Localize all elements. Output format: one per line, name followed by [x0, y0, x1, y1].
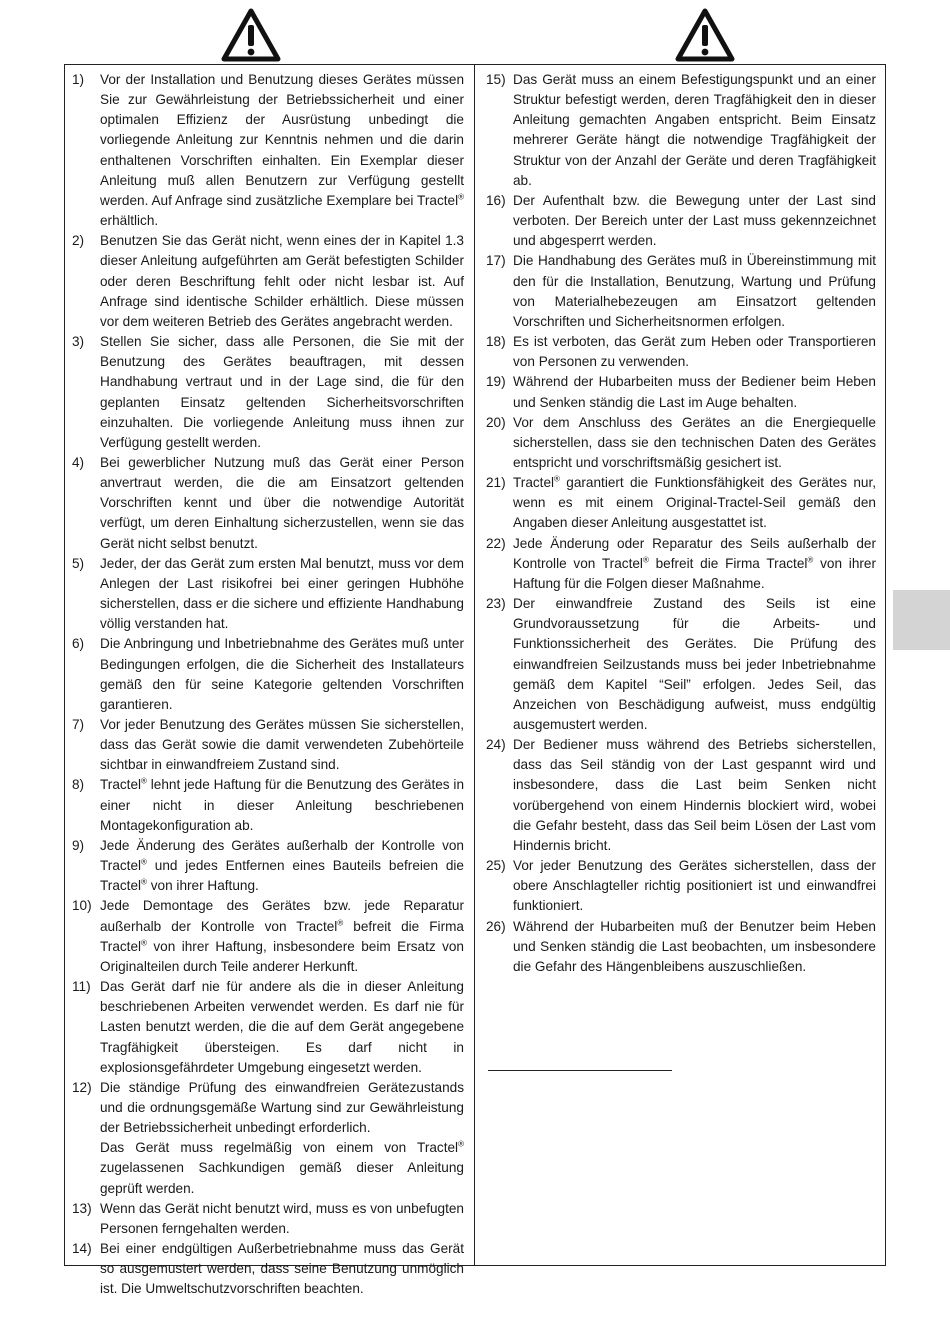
item-text [100, 554, 464, 635]
list-item [72, 977, 464, 1078]
list-item [72, 836, 464, 896]
item-paragraph: Der Aufenthalt bzw. die Bewegung unter der Last sind verboten. Der Bereich unter der Last muss gekennzeichnet und abgesperrt werden. [513, 192, 876, 249]
item-number: 14) [72, 1241, 92, 1257]
item-text [513, 191, 876, 251]
item-paragraph: Tractel® lehnt jede Haftung für die Benutzung des Gerätes in einer nicht in dieser Anleitung beschriebenen Montagekonfiguration ab. [100, 776, 464, 833]
item-number: 25) [486, 858, 506, 874]
item-paragraph: Bei gewerblicher Nutzung muß das Gerät einer Person anvertraut werden, die die am Einsatzort geltenden Vorschriften kennt und über die notwendige Autorität verfügt, um deren Einhaltung sicherzustellen, wenn sie das Gerät nicht selbst benutzt. [100, 454, 464, 551]
item-number: 26) [486, 918, 506, 934]
left-column [72, 70, 464, 1300]
item-paragraph: Das Gerät darf nie für andere als die in dieser Anleitung beschriebenen Arbeiten verwendet werden. Es darf nie für Lasten benutzt werden, die die auf dem Gerät angegebene Tragfähigkeit übersteigen. Es darf nicht in explosionsgefährdeter Umgebung eingesetzt werden. [100, 979, 464, 1075]
list-item [72, 896, 464, 977]
item-number: 4) [72, 454, 85, 470]
item-text [100, 634, 464, 715]
right-column [486, 70, 876, 977]
list-item [486, 594, 876, 735]
item-number: 22) [486, 535, 506, 551]
list-item [486, 251, 876, 332]
item-number: 11) [72, 979, 91, 995]
item-number: 18) [486, 334, 506, 350]
item-number: 12) [72, 1079, 92, 1095]
list-item [72, 332, 464, 453]
item-number: 5) [72, 555, 85, 571]
item-number: 13) [72, 1200, 92, 1216]
item-number: 6) [72, 636, 85, 652]
item-text [100, 896, 464, 977]
item-paragraph: Die Handhabung des Gerätes muß in Übereinstimmung mit den für die Installation, Benutzung, Wartung und Prüfung von Materialhebezeugen am Einsatzort geltenden Vorschriften und Sicherheitsnormen erfolgen. [513, 253, 876, 329]
item-paragraph: Wenn das Gerät nicht benutzt wird, muss es von unbefugten Personen ferngehalten werden. [100, 1200, 464, 1236]
list-item [72, 1078, 464, 1199]
item-paragraph: Vor der Installation und Benutzung dieses Gerätes müssen Sie zur Gewährleistung der Betriebssicherheit und einer optimalen Effizienz der Ausrüstung unbedingt die vorliegende Anleitung zur Kenntnis nehmen und die darin enthaltenen Vorschriften einhalten. Ein Exemplar dieser Anleitung muß allen Benutzern zur Verfügung gestellt werden. Auf Anfrage sind zusätzliche Exemplare bei Tractel® erhältlich. [100, 72, 464, 229]
item-paragraph: Benutzen Sie das Gerät nicht, wenn eines der in Kapitel 1.3 dieser Anleitung aufgeführten am Gerät befestigten Schilder oder deren Beschriftung fehlt oder nicht lesbar ist. Auf Anfrage sind identische Schilder erhältlich. Diese müssen vor dem weiteren Betrieb des Gerätes angebracht werden. [100, 233, 464, 329]
item-number: 17) [486, 253, 506, 269]
list-item [486, 372, 876, 412]
item-paragraph: Während der Hubarbeiten muss der Bediener beim Heben und Senken ständig die Last im Auge behalten. [513, 374, 876, 410]
list-item [72, 70, 464, 231]
item-paragraph: Der Bediener muss während des Betriebs sicherstellen, dass das Seil ständig von der Last gespannt wird und insbesondere, dass die Last beim Senken nicht vorübergehend von einem Hindernis blockiert wird, wobei die Gefahr besteht, dass das Seil beim Lösen der Last vom Hindernis bricht. [513, 737, 876, 853]
item-number: 24) [486, 737, 506, 753]
item-text [100, 332, 464, 453]
list-item [72, 634, 464, 715]
item-text [513, 856, 876, 916]
list-item [72, 1199, 464, 1239]
list-item [72, 775, 464, 835]
item-number: 19) [486, 374, 506, 390]
list-item [72, 554, 464, 635]
item-text [100, 70, 464, 231]
item-number: 15) [486, 72, 506, 87]
item-text [513, 372, 876, 412]
list-item [486, 70, 876, 191]
column-divider [474, 64, 475, 1266]
list-item [72, 453, 464, 554]
item-text [513, 534, 876, 594]
item-text [100, 231, 464, 332]
section-tab-marker [893, 590, 950, 650]
item-number: 1) [72, 72, 85, 87]
item-paragraph: Bei einer endgültigen Außerbetriebnahme muss das Gerät so ausgemustert werden, dass seine Benutzung unmöglich ist. Die Umweltschutzvorschriften beachten. [100, 1241, 464, 1297]
item-paragraph: Stellen Sie sicher, dass alle Personen, die Sie mit der Benutzung des Gerätes beauftragen, mit dessen Handhabung vertraut und in der Lage sind, die für den geplanten Einsatz geltenden Sicherheitsvorschriften einzuhalten. Die vorliegende Anleitung muss ihnen zur Verfügung gestellt werden. [100, 334, 464, 450]
item-paragraph: Es ist verboten, das Gerät zum Heben oder Transportieren von Personen zu verwenden. [513, 334, 876, 370]
item-number: 2) [72, 233, 85, 249]
item-paragraph: Der einwandfreie Zustand des Seils ist eine Grundvoraussetzung für die Arbeits- und Funktionssicherheit des Gerätes. Die Prüfung des einwandfreien Seilzustands muss bei jeder Inbetriebnahme gemäß dem Kapitel “Seil” erfolgen. Jedes Seil, das Anzeichen von Beschädigung aufweist, muss endgültig ausgemustert werden. [513, 596, 876, 732]
list-item [486, 534, 876, 594]
list-item [486, 332, 876, 372]
footnote-rule [488, 1070, 672, 1071]
list-item [486, 473, 876, 533]
item-text [100, 977, 464, 1078]
item-text [100, 775, 464, 835]
item-number: 8) [72, 777, 85, 793]
list-item [72, 1239, 464, 1299]
item-number: 21) [486, 475, 506, 491]
item-number: 20) [486, 414, 506, 430]
item-text [100, 836, 464, 896]
list-item [72, 715, 464, 775]
list-item [486, 191, 876, 251]
item-number: 16) [486, 192, 506, 208]
item-number: 23) [486, 596, 506, 612]
item-paragraph: Die Anbringung und Inbetriebnahme des Gerätes muß unter Bedingungen erfolgen, die die Sicherheit des Installateurs gemäß den für seine Kategorie geltenden Vorschriften garantieren. [100, 636, 464, 712]
item-paragraph: Jeder, der das Gerät zum ersten Mal benutzt, muss vor dem Anlegen der Last risikofrei bei einer geringen Hubhöhe sicherstellen, dass er die sichere und effiziente Handhabung völlig verstanden hat. [100, 555, 464, 632]
item-text [100, 715, 464, 775]
item-text [513, 332, 876, 372]
item-paragraph: Jede Änderung des Gerätes außerhalb der Kontrolle von Tractel® und jedes Entfernen eines Bauteils befreien die Tractel® von ihrer Haftung. [100, 837, 464, 894]
item-text [513, 735, 876, 856]
item-paragraph: Tractel® garantiert die Funktionsfähigkeit des Gerätes nur, wenn es mit einem Original-Tractel-Seil gemäß den Angaben dieser Anleitung ausgestattet ist. [513, 474, 876, 531]
item-text [513, 251, 876, 332]
item-paragraph: Während der Hubarbeiten muß der Benutzer beim Heben und Senken ständig die Last beobachten, um insbesondere die Gefahr des Hängenbleibens auszuschließen. [513, 918, 876, 974]
item-number: 3) [72, 334, 85, 350]
item-paragraph: Das Gerät muss an einem Befestigungspunkt und an einer Struktur befestigt werden, deren Tragfähigkeit den in dieser Anleitung gemachten Angaben entspricht. Beim Einsatz mehrerer Geräte hängt die notwendige Tragfähigkeit der Struktur von der Anzahl der Geräte und deren Tragfähigkeit ab. [513, 72, 876, 188]
item-paragraph: Das Gerät muss regelmäßig von einem von Tractel® zugelassenen Sachkundigen gemäß dieser Anleitung geprüft werden. [100, 1139, 464, 1196]
item-paragraph: Die ständige Prüfung des einwandfreien Gerätezustands und die ordnungsgemäße Wartung sind zur Gewährleistung der Betriebssicherheit unbedingt erforderlich. [100, 1079, 464, 1136]
item-text [513, 473, 876, 533]
item-paragraph: Vor dem Anschluss des Gerätes an die Energiequelle sicherstellen, dass sie den technischen Daten des Gerätes entspricht und vorschriftsmäßig gesichert ist. [513, 414, 876, 470]
item-number: 10) [72, 898, 92, 914]
item-text [100, 1199, 464, 1239]
item-text [513, 70, 876, 191]
list-item [486, 735, 876, 856]
list-item [486, 413, 876, 473]
list-item [486, 856, 876, 916]
item-text [100, 1239, 464, 1299]
warning-triangle-icon [221, 8, 281, 62]
item-text [100, 453, 464, 554]
item-paragraph: Jede Änderung oder Reparatur des Seils außerhalb der Kontrolle von Tractel® befreit die Firma Tractel® von ihrer Haftung für die Folgen dieser Maßnahme. [513, 535, 877, 591]
item-number: 7) [72, 717, 85, 732]
item-text [100, 1078, 464, 1199]
item-paragraph: Vor jeder Benutzung des Gerätes sicherstellen, dass der obere Anschlagteller richtig positioniert ist und einwandfrei funktioniert. [513, 858, 876, 914]
list-item [486, 917, 876, 977]
item-text [513, 413, 876, 473]
item-text [513, 594, 876, 735]
warning-triangle-icon [675, 8, 735, 62]
item-paragraph: Jede Demontage des Gerätes bzw. jede Reparatur außerhalb der Kontrolle von Tractel® befreit die Firma Tractel® von ihrer Haftung, insbesondere beim Ersatz von Originalteilen durch Teile anderer Herkunft. [100, 898, 464, 974]
item-number: 9) [72, 837, 85, 853]
list-item [72, 231, 464, 332]
item-paragraph: Vor jeder Benutzung des Gerätes müssen Sie sicherstellen, dass das Gerät sowie die damit verwendeten Zubehörteile sichtbar in einwandfreiem Zustand sind. [100, 717, 464, 773]
item-text [513, 917, 876, 977]
